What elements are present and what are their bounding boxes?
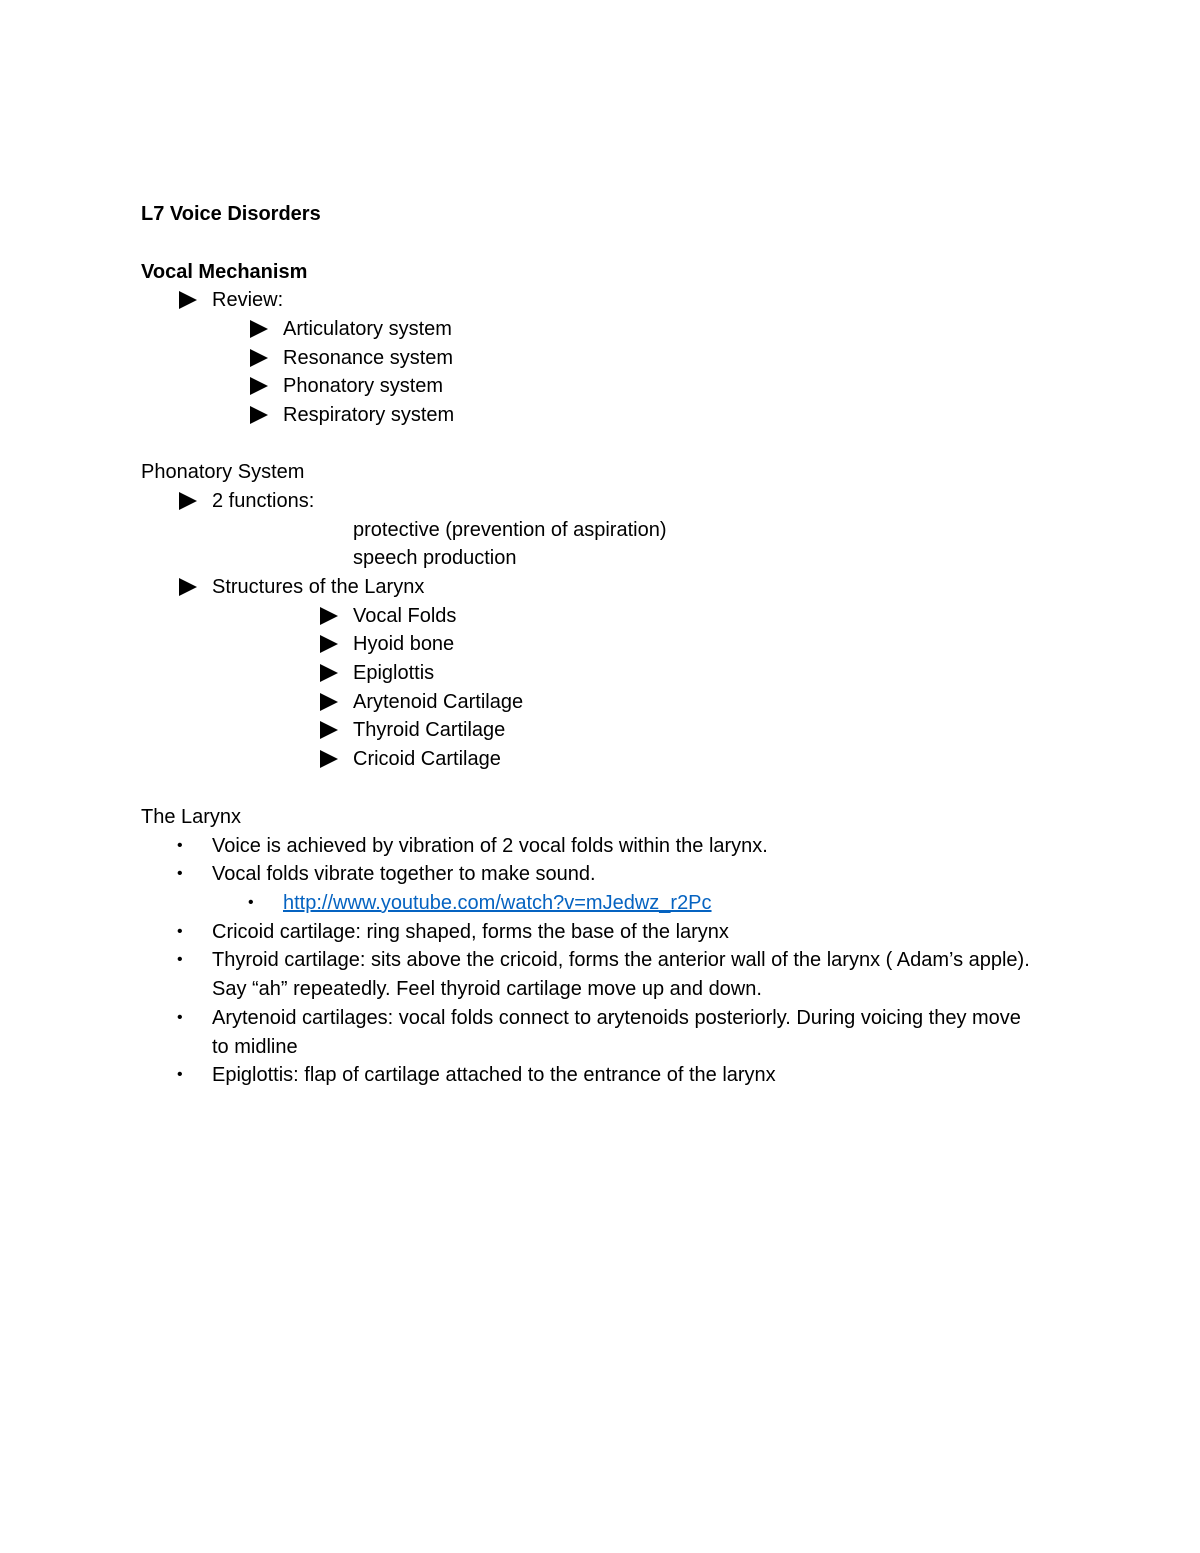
arrow-bullet-icon bbox=[250, 377, 268, 395]
list-item: Resonance system bbox=[283, 347, 454, 369]
structures-label: Structures of the Larynx bbox=[212, 576, 425, 598]
youtube-link[interactable]: http://www.youtube.com/watch?v=mJedwz_r2Pc bbox=[283, 892, 712, 914]
arrow-bullet-icon bbox=[250, 406, 268, 424]
arrow-bullet-icon bbox=[320, 693, 338, 711]
arrow-bullet-icon bbox=[250, 320, 268, 338]
review-label: Review: bbox=[212, 289, 284, 311]
list-item: Respiratory system bbox=[283, 404, 455, 426]
function-item: speech production bbox=[353, 547, 517, 569]
bullet-icon: • bbox=[177, 1066, 183, 1083]
bullet-icon: • bbox=[177, 865, 183, 882]
function-item: protective (prevention of aspiration) bbox=[353, 519, 667, 541]
arrow-bullet-icon bbox=[250, 349, 268, 367]
list-item: Vocal folds vibrate together to make sound. bbox=[212, 863, 596, 885]
functions-label: 2 functions: bbox=[212, 490, 315, 512]
list-item: Vocal Folds bbox=[353, 605, 457, 627]
arrow-bullet-icon bbox=[179, 578, 197, 596]
list-item: Arytenoid Cartilage bbox=[353, 691, 524, 713]
list-item: Arytenoid cartilages: vocal folds connect to arytenoids posteriorly. During voicing they move to midline bbox=[212, 1007, 1021, 1058]
list-item: Articulatory system bbox=[283, 318, 452, 340]
bullet-icon: • bbox=[177, 923, 183, 940]
list-item: Hyoid bone bbox=[353, 633, 455, 655]
bullet-icon: • bbox=[177, 951, 183, 968]
arrow-bullet-icon bbox=[320, 635, 338, 653]
arrow-bullet-icon bbox=[320, 607, 338, 625]
bullet-icon: • bbox=[177, 1009, 183, 1026]
section-heading-vocal-mechanism: Vocal Mechanism bbox=[141, 261, 308, 283]
list-item: Thyroid cartilage: sits above the cricoid, forms the anterior wall of the larynx ( Adam’s apple). Say “ah” repeatedly. Feel thyroid cartilage move up and down. bbox=[212, 949, 1030, 1000]
section-heading-phonatory-system: Phonatory System bbox=[141, 461, 305, 483]
list-item: Thyroid Cartilage bbox=[353, 719, 506, 741]
arrow-bullet-icon bbox=[179, 291, 197, 309]
list-item: Cricoid Cartilage bbox=[353, 748, 501, 770]
arrow-bullet-icon bbox=[320, 721, 338, 739]
bullet-icon: • bbox=[248, 894, 254, 911]
section-heading-the-larynx: The Larynx bbox=[141, 806, 242, 828]
list-item: Phonatory system bbox=[283, 375, 444, 397]
arrow-bullet-icon bbox=[320, 750, 338, 768]
arrow-bullet-icon bbox=[179, 492, 197, 510]
arrow-bullet-icon bbox=[320, 664, 338, 682]
document-title: L7 Voice Disorders bbox=[141, 203, 321, 225]
list-item: Voice is achieved by vibration of 2 vocal folds within the larynx. bbox=[212, 835, 768, 857]
list-item: Cricoid cartilage: ring shaped, forms the base of the larynx bbox=[212, 921, 729, 943]
list-item: Epiglottis bbox=[353, 662, 435, 684]
list-item: Epiglottis: flap of cartilage attached to the entrance of the larynx bbox=[212, 1064, 776, 1086]
bullet-icon: • bbox=[177, 837, 183, 854]
